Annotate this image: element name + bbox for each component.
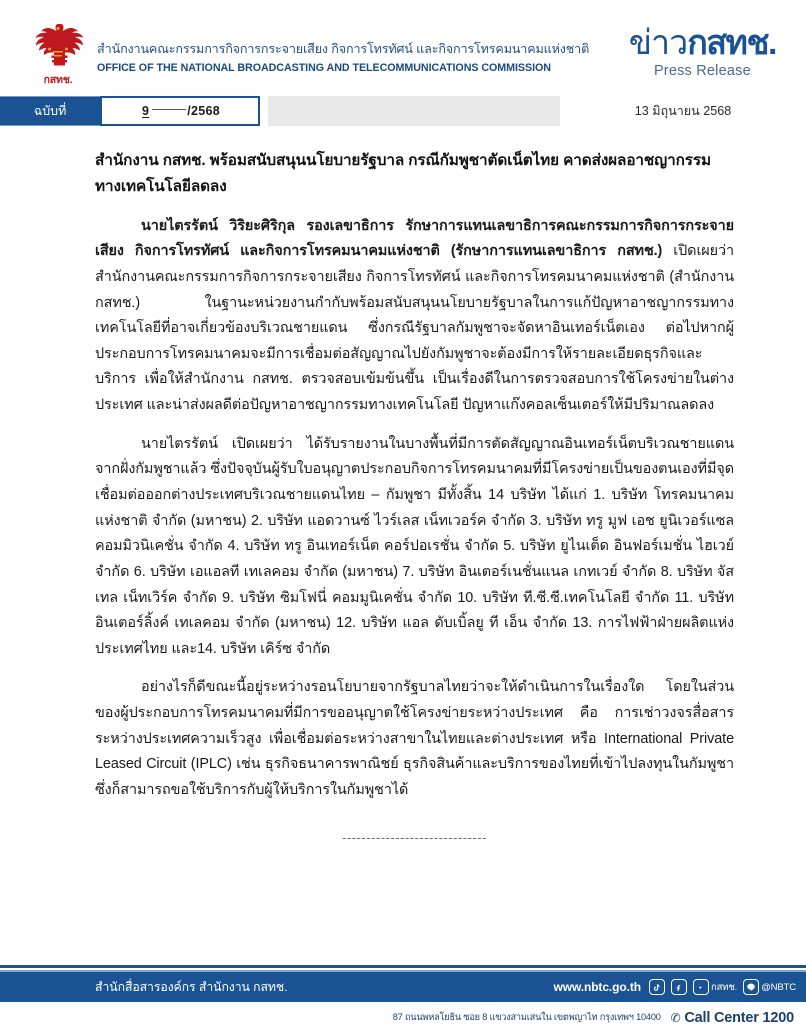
website-link[interactable]: www.nbtc.go.th — [553, 980, 641, 994]
footer-office-label: สำนักสื่อสารองค์กร สำนักงาน กสทช. — [95, 979, 288, 994]
organization-branding — [28, 18, 589, 88]
call-center-info — [671, 1010, 794, 1024]
paragraph-2 — [95, 432, 734, 663]
publication-date: 13 มิถุนายน 2568 — [560, 96, 806, 126]
tiktok-icon[interactable] — [649, 979, 665, 995]
emblem-caption: กสทช. — [43, 74, 73, 86]
youtube-group[interactable] — [693, 979, 737, 995]
press-logo-thick-part: กสทช. — [687, 24, 776, 62]
issue-number-underline — [152, 109, 186, 110]
youtube-label: กสทช. — [710, 981, 738, 993]
footer-bar — [0, 972, 806, 1002]
section-separator: ------------------------------ — [342, 829, 487, 845]
youtube-icon[interactable] — [693, 979, 709, 995]
facebook-icon[interactable] — [671, 979, 687, 995]
call-center-label: Call Center 1200 — [684, 1010, 794, 1024]
organization-name-thai: สำนักงานคณะกรรมการกิจการกระจายเสียง กิจการโทรทัศน์ และกิจการโทรคมนาคมแห่งชาติ — [97, 42, 590, 56]
press-logo-thin-part: ข่าว — [628, 24, 688, 62]
paragraph-1 — [95, 214, 734, 419]
issue-bar-filler — [268, 96, 560, 126]
footer-links — [553, 979, 796, 995]
issue-bar-gap — [260, 96, 268, 126]
press-release-logo — [629, 26, 776, 60]
paragraph-2-text: นายไตรรัตน์ เปิดเผยว่า ได้รับรายงานในบางพื้นที่มีการตัดสัญญาณอินเทอร์เน็ตบริเวณชายแดนจากฝั่งกัมพูชาแล้ว ซึ่งปัจจุบันผู้รับใบอนุญาตประกอบกิจการโทรคมนาคมที่มีโครงข่ายเป็นของตนเองที่มีจุดเชื่อมต่อออกต่างประเทศบริเวณชายแดนไทย – กัมพูชา มีทั้งสิ้น 14 บริษัท ได้แก่ 1. บริษัท โทรคมนาคมแห่งชาติ จำกัด (มหาชน) 2. บริษัท แอดวานซ์ ไวร์เลส เน็ทเวอร์ค จำกัด 3. บริษัท ทรู มูฟ เอช ยูนิเวอร์แซล คอมมิวนิเคชั่น จำกัด 4. บริษัท ทรู อินเทอร์เน็ต คอร์ปอเรชั่น จำกัด 5. บริษัท ยูไนเต็ด อินฟอร์เมชั่น ไฮเวย์ จำกัด 6. บริษัท เอแอลที เทเลคอม จำกัด (มหาชน) 7. บริษัท อินเตอร์เนชั่นแนล เกทเวย์ จำกัด 8. บริษัท จัสเทล เน็ทเวิร์ค จำกัด 9. บริษัท ซิมโฟนี่ คอมมูนิเคชั่น จำกัด 10. บริษัท ที.ซี.ซี.เทคโนโลยี จำกัด 11. บริษัท อินเตอร์ลิ้งค์ เทเลคอม จำกัด (มหาชน) 12. บริษัท แอล ดับเบิ้ลยู ที เอ็น จำกัด 13. การไฟฟ้าฝ่ายผลิตแห่งประเทศไทย และ14. บริษัท เคิร์ซ จำกัด — [95, 435, 734, 657]
paragraph-3-text: อย่างไรก็ดีขณะนี้อยู่ระหว่างรอนโยบายจากรัฐบาลไทยว่าจะให้ดำเนินการในเรื่องใด โดยในส่วนของผู้ประกอบการโทรคมนาคมที่มีการขออนุญาตใช้โครงข่ายระหว่างประเทศ คือ การเช่าวงจรสื่อสารระหว่างประเทศความเร็วสูง เพื่อเชื่อมต่อระหว่างสาขาในไทยและต่างประเทศ หรือ International Private Leased Circuit (IPLC) เช่น ธุรกิจธนาคารพาณิชย์ ธุรกิจสินค้าและบริการของไทยที่เข้าไปลงทุนในกัมพูชา ซึ่งก็สามารถขอใช้บริการกับผู้ให้บริการในกัมพูชาได้ — [95, 679, 734, 799]
document-body — [0, 126, 806, 845]
page-title: สำนักงาน กสทช. พร้อมสนับสนุนนโยบายรัฐบาล กรณีกัมพูชาตัดเน็ตไทย คาดส่งผลอาชญากรรมทางเทคโนโลยีลดลง — [95, 152, 711, 196]
issue-label: ฉบับที่ — [0, 96, 100, 126]
paragraph-1-bold-lead: นายไตรรัตน์ วิริยะศิริกุล รองเลขาธิการ รักษาการแทนเลขาธิการคณะกรรมการกิจการกระจายเสียง กิจการโทรทัศน์ และกิจการโทรคมนาคมแห่งชาติ (รักษาการแทนเลขาธิการ กสทช.) — [95, 217, 734, 260]
press-release-branding — [629, 18, 792, 79]
line-icon[interactable] — [743, 979, 759, 995]
organization-name-block — [97, 18, 589, 76]
paragraph-1-text: เปิดเผยว่า สำนักงานคณะกรรมการกิจการกระจายเสียง กิจการโทรทัศน์ และกิจการโทรคมนาคมแห่งชาติ (สำนักงาน กสทช.) ในฐานะหน่วยงานกำกับพร้อมสนับสนุนนโยบายรัฐบาลในการแก้ปัญหาอาชญากรรมทางเทคโนโลยีที่อาจเกี่ยวข้องบริเวณชายแดน ซึ่งกรณีรัฐบาลกัมพูชาจะจัดหาอินเทอร์เน็ตเอง ต่อไปหากผู้ประกอบการโทรคมนาคมจะมีการเชื่อมต่อสัญญาณไปยังกัมพูชาจะต้องมีการให้รายละเอียดธุรกิจและบริการ เพื่อให้สำนักงาน กสทช. ตรวจสอบเข้มข้นขึ้น เป็นเรื่องดีในการตรวจสอบการใช้โครงข่ายในต่างประเทศ และน่าส่งผลดีต่อปัญหาอาชญากรรมทางเทคโนโลยี ปัญหาแก๊งคอลเซ็นเตอร์ให้มีปริมาณลดลง — [95, 243, 734, 414]
document-header — [0, 0, 806, 96]
document-footer — [0, 965, 806, 1024]
footer-address-bar — [0, 1002, 806, 1024]
office-address: 87 ถนนพหลโยธิน ซอย 8 แขวงสามเสนใน เขตพญาไท กรุงเทพฯ 10400 — [392, 1011, 661, 1022]
press-release-subtitle: Press Release — [653, 63, 751, 79]
organization-name-english: OFFICE OF THE NATIONAL BROADCASTING AND TELECOMMUNICATIONS COMMISSION — [97, 62, 551, 74]
issue-year-suffix: /2568 — [187, 104, 221, 118]
garuda-emblem-block — [28, 18, 88, 88]
issue-number-field — [100, 96, 260, 126]
line-group[interactable] — [743, 979, 796, 995]
issue-number-bar — [0, 96, 806, 126]
phone-icon: ✆ — [670, 1011, 681, 1024]
line-label: @NBTC — [761, 981, 796, 993]
garuda-emblem-icon — [33, 20, 83, 70]
issue-number-value: 9 — [141, 104, 150, 118]
paragraph-3 — [95, 675, 734, 803]
